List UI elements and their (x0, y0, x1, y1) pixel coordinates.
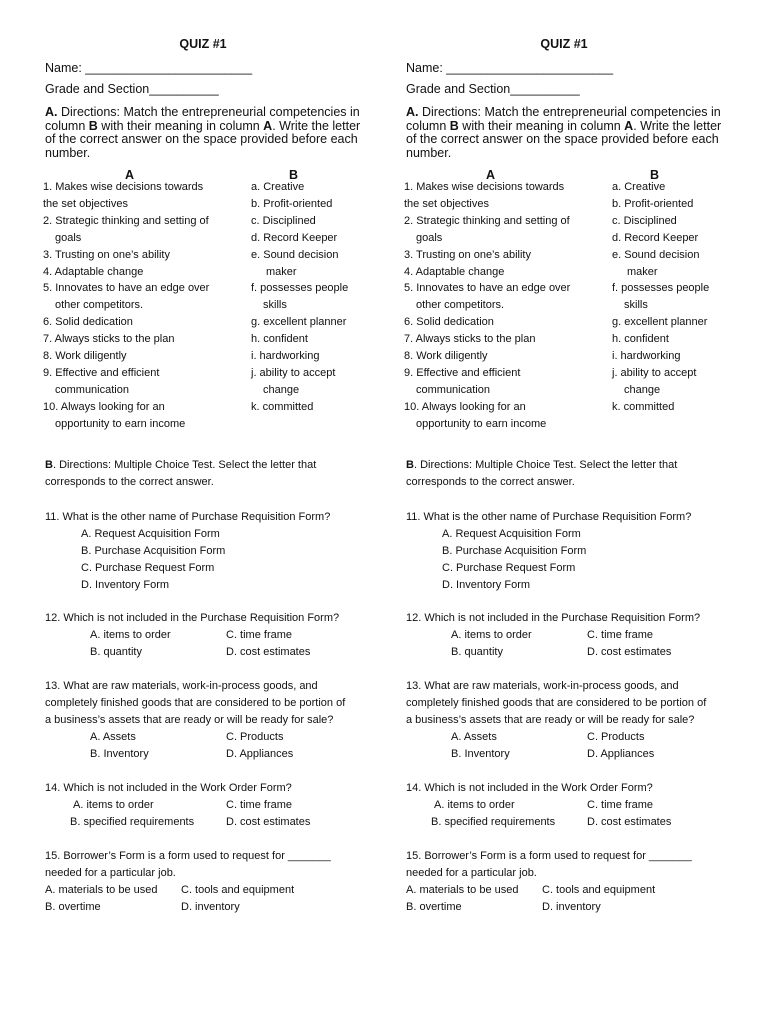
answer-option: A. items to order (451, 629, 532, 641)
quiz-title: QUIZ #1 (540, 37, 588, 51)
part-a-directions: A. Directions: Match the entrepreneurial competencies in column B with their meaning in column A. Write the letter of the correct answer on the space provided before each number. (45, 105, 361, 160)
quiz-title: QUIZ #1 (179, 37, 227, 51)
answer-option: A. Request Acquisition Form (81, 528, 220, 540)
list-item: 5. Innovates to have an edge over (43, 282, 210, 295)
list-item: a. Creative (251, 181, 305, 193)
list-item: e. Sound decision (612, 248, 700, 261)
list-item: maker (266, 265, 297, 278)
question-text: 14. Which is not included in the Work Order Form? (406, 782, 653, 794)
answer-option: D. cost estimates (226, 646, 311, 658)
list-item: 9. Effective and efficient (43, 366, 160, 379)
list-item: other competitors. (416, 299, 505, 312)
list-item: 2. Strategic thinking and setting of (404, 214, 570, 227)
list-item: 10. Always looking for an (43, 400, 165, 413)
list-item: 2. Strategic thinking and setting of (43, 214, 209, 227)
answer-option: D. Inventory Form (442, 579, 531, 591)
answer-option: D. cost estimates (226, 816, 311, 828)
column-a-list (404, 179, 604, 433)
answer-option: B. Inventory (90, 748, 149, 760)
list-item: opportunity to earn income (55, 417, 186, 430)
answer-option: C. Purchase Request Form (81, 562, 215, 574)
question-text: 15. Borrower’s Form is a form used to request for _______ (45, 850, 331, 862)
list-item: 9. Effective and efficient (404, 366, 521, 379)
question-text: completely finished goods that are considered to be portion of (406, 697, 707, 709)
answer-option: D. cost estimates (587, 816, 672, 828)
answer-option: A. Assets (90, 731, 136, 743)
answer-option: B. specified requirements (431, 816, 556, 828)
list-item: 4. Adaptable change (404, 265, 505, 278)
list-item: 7. Always sticks to the plan (43, 333, 175, 346)
question-13 (406, 678, 736, 763)
list-item: skills (263, 299, 287, 312)
answer-option: D. Appliances (226, 748, 294, 760)
list-item: b. Profit-oriented (612, 197, 694, 210)
answer-option: B. overtime (45, 901, 101, 913)
question-12 (406, 610, 736, 661)
question-13 (45, 678, 375, 763)
list-item: a. Creative (612, 181, 666, 193)
answer-option: A. items to order (434, 799, 515, 811)
answer-option: C. time frame (226, 799, 293, 811)
question-text: completely finished goods that are considered to be portion of (45, 697, 346, 709)
answer-option: A. materials to be used (406, 884, 519, 896)
list-item: goals (55, 231, 82, 244)
answer-option: D. cost estimates (587, 646, 672, 658)
question-14 (45, 780, 375, 831)
question-text: 11. What is the other name of Purchase Requisition Form? (406, 511, 692, 523)
question-text: a business’s assets that are ready or will be ready for sale? (45, 714, 334, 726)
list-item: d. Record Keeper (612, 231, 699, 244)
list-item: h. confident (612, 333, 669, 346)
answer-option: B. specified requirements (70, 816, 195, 828)
list-item: 1. Makes wise decisions towards (404, 181, 565, 193)
column-b-list (612, 179, 742, 416)
list-item: 7. Always sticks to the plan (404, 333, 536, 346)
name-field-label: Name: ________________________ (45, 61, 253, 75)
list-item: 8. Work diligently (404, 350, 488, 363)
answer-option: C. Purchase Request Form (442, 562, 576, 574)
list-item: 3. Trusting on one’s ability (404, 248, 531, 261)
list-item: change (624, 383, 661, 396)
answer-option: D. inventory (181, 901, 240, 913)
answer-option: B. Purchase Acquisition Form (81, 545, 226, 557)
list-item: skills (624, 299, 648, 312)
list-item: j. ability to accept (251, 366, 336, 379)
list-item: 10. Always looking for an (404, 400, 526, 413)
answer-option: D. inventory (542, 901, 601, 913)
part-b-directions: B. Directions: Multiple Choice Test. Select the letter that corresponds to the correct answer. (406, 459, 678, 488)
question-11 (45, 509, 375, 594)
list-item: i. hardworking (251, 350, 320, 363)
list-item: h. confident (251, 333, 308, 346)
list-item: b. Profit-oriented (251, 197, 333, 210)
answer-option: A. materials to be used (45, 884, 158, 896)
question-text: 13. What are raw materials, work-in-process goods, and (406, 680, 679, 692)
list-item: change (263, 383, 300, 396)
column-b-header: B (289, 168, 299, 182)
list-item: opportunity to earn income (416, 417, 547, 430)
list-item: j. ability to accept (612, 366, 697, 379)
question-12 (45, 610, 375, 661)
grade-section-label: Grade and Section__________ (406, 82, 580, 96)
answer-option: A. items to order (90, 629, 171, 641)
question-15 (406, 848, 736, 916)
question-text: 15. Borrower’s Form is a form used to request for _______ (406, 850, 692, 862)
question-text: 12. Which is not included in the Purchase Requisition Form? (45, 612, 340, 624)
answer-option: B. Inventory (451, 748, 510, 760)
list-item: g. excellent planner (612, 316, 708, 329)
part-b-directions: B. Directions: Multiple Choice Test. Select the letter that corresponds to the correct answer. (45, 459, 317, 488)
list-item: d. Record Keeper (251, 231, 338, 244)
answer-option: A. Request Acquisition Form (442, 528, 581, 540)
column-b-list (251, 179, 381, 416)
column-b-header: B (650, 168, 660, 182)
answer-option: B. quantity (90, 646, 142, 658)
answer-option: B. Purchase Acquisition Form (442, 545, 587, 557)
list-item: the set objectives (404, 197, 489, 210)
answer-option: B. overtime (406, 901, 462, 913)
list-item: f. possesses people (251, 282, 349, 295)
question-text: needed for a particular job. (406, 867, 537, 879)
list-item: communication (416, 383, 490, 396)
list-item: k. committed (612, 400, 675, 413)
answer-option: B. quantity (451, 646, 503, 658)
list-item: 8. Work diligently (43, 350, 127, 363)
answer-option: C. time frame (226, 629, 293, 641)
list-item: 5. Innovates to have an edge over (404, 282, 571, 295)
question-text: a business’s assets that are ready or will be ready for sale? (406, 714, 695, 726)
question-text: 14. Which is not included in the Work Order Form? (45, 782, 292, 794)
list-item: the set objectives (43, 197, 128, 210)
list-item: goals (416, 231, 443, 244)
list-item: k. committed (251, 400, 314, 413)
list-item: communication (55, 383, 129, 396)
answer-option: A. Assets (451, 731, 497, 743)
name-field-label: Name: ________________________ (406, 61, 614, 75)
list-item: g. excellent planner (251, 316, 347, 329)
answer-option: C. time frame (587, 629, 654, 641)
part-a-directions: A. Directions: Match the entrepreneurial competencies in column B with their meaning in column A. Write the letter of the correct answer on the space provided before each number. (406, 105, 722, 160)
answer-option: C. time frame (587, 799, 654, 811)
list-item: c. Disciplined (251, 214, 316, 227)
question-11 (406, 509, 736, 594)
list-item: other competitors. (55, 299, 144, 312)
list-item: 3. Trusting on one’s ability (43, 248, 170, 261)
list-item: 6. Solid dedication (43, 316, 133, 329)
list-item: 1. Makes wise decisions towards (43, 181, 204, 193)
column-a-header: A (125, 168, 135, 182)
list-item: i. hardworking (612, 350, 681, 363)
list-item: e. Sound decision (251, 248, 339, 261)
question-text: needed for a particular job. (45, 867, 176, 879)
column-a-list (43, 179, 243, 433)
question-text: 11. What is the other name of Purchase Requisition Form? (45, 511, 331, 523)
list-item: f. possesses people (612, 282, 710, 295)
answer-option: C. Products (587, 731, 645, 743)
question-text: 13. What are raw materials, work-in-process goods, and (45, 680, 318, 692)
answer-option: D. Appliances (587, 748, 655, 760)
question-14 (406, 780, 736, 831)
answer-option: D. Inventory Form (81, 579, 170, 591)
list-item: maker (627, 265, 658, 278)
list-item: 6. Solid dedication (404, 316, 494, 329)
column-a-header: A (486, 168, 496, 182)
question-15 (45, 848, 375, 916)
list-item: c. Disciplined (612, 214, 677, 227)
question-text: 12. Which is not included in the Purchase Requisition Form? (406, 612, 701, 624)
answer-option: C. Products (226, 731, 284, 743)
answer-option: C. tools and equipment (542, 884, 656, 896)
answer-option: A. items to order (73, 799, 154, 811)
list-item: 4. Adaptable change (43, 265, 144, 278)
grade-section-label: Grade and Section__________ (45, 82, 219, 96)
answer-option: C. tools and equipment (181, 884, 295, 896)
